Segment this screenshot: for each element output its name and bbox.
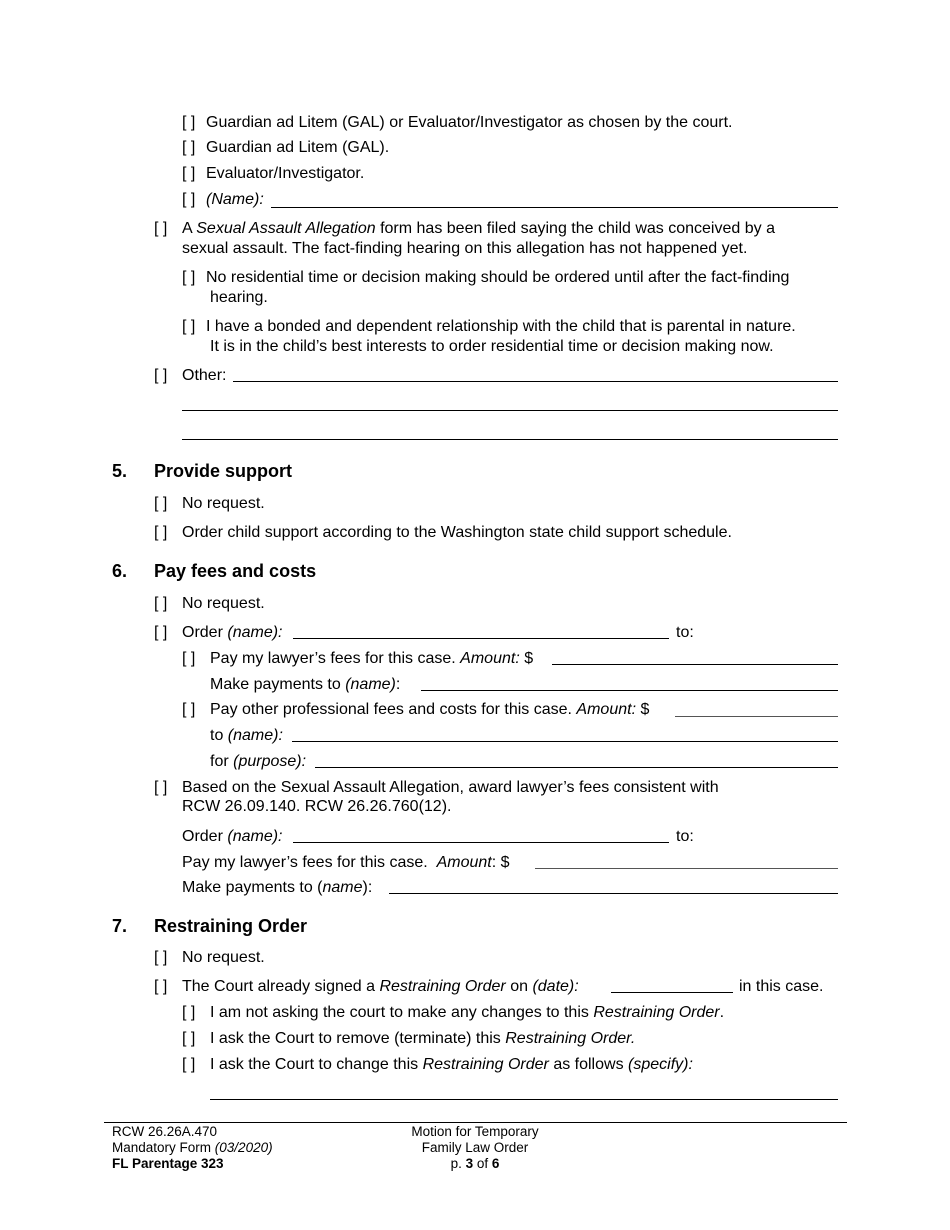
bonded-relationship-option: I have a bonded and dependent relationship with the child that is parental in nature. (206, 318, 796, 335)
footer-left (112, 1124, 273, 1172)
checkbox[interactable]: [ ] (182, 650, 196, 667)
to-name-label: to (name): (210, 727, 283, 744)
bonded-relationship-line2: It is in the child’s best interests to order residential time or decision making now. (210, 338, 774, 355)
checkbox[interactable]: [ ] (154, 624, 168, 641)
checkbox[interactable]: [ ] (182, 1030, 196, 1047)
name-input-line[interactable] (271, 207, 838, 208)
date-input-line[interactable] (611, 992, 733, 993)
footer-title-2: Family Law Order (421, 1140, 529, 1155)
checkbox[interactable]: [ ] (182, 1004, 196, 1021)
no-residential-line2: hearing. (210, 289, 268, 306)
order-name-input-line[interactable] (293, 842, 669, 843)
lawyer-fees-label: Pay my lawyer’s fees for this case. Amount: $ (182, 854, 510, 871)
checkbox[interactable]: [ ] (182, 701, 196, 718)
child-support-option: Order child support according to the Washington state child support schedule. (182, 524, 732, 541)
other-input-line[interactable] (182, 410, 838, 411)
terminate-option: I ask the Court to remove (terminate) this Restraining Order. (210, 1030, 636, 1047)
footer-rcw: RCW 26.26A.470 (112, 1124, 218, 1139)
amount-input-line[interactable] (552, 664, 838, 665)
checkbox[interactable]: [ ] (182, 139, 196, 156)
no-residential-option: No residential time or decision making should be ordered until after the fact-finding (206, 269, 790, 286)
section-title: Pay fees and costs (154, 561, 317, 581)
sa-award-option: Based on the Sexual Assault Allegation, award lawyer’s fees consistent with (182, 779, 719, 796)
checkbox[interactable]: [ ] (182, 1056, 196, 1073)
section-number: 7. (112, 916, 128, 936)
footer-page-number: p. 3 of 6 (450, 1156, 500, 1171)
section-title: Provide support (154, 461, 293, 481)
no-request-option: No request. (182, 949, 265, 966)
change-option: I ask the Court to change this Restraining Order as follows (specify): (210, 1056, 693, 1073)
checkbox[interactable]: [ ] (182, 114, 196, 131)
payee-name-input-line[interactable] (421, 690, 838, 691)
no-changes-option: I am not asking the court to make any changes to this Restraining Order. (210, 1004, 725, 1021)
other-fees-option: Pay other professional fees and costs for this case. Amount: $ (210, 701, 650, 718)
other-input-line[interactable] (233, 381, 838, 382)
sexual-assault-allegation-line2: sexual assault. The fact-finding hearing on this allegation has not happened yet. (182, 240, 748, 257)
specify-input-line[interactable] (210, 1099, 838, 1100)
checkbox[interactable]: [ ] (154, 367, 168, 384)
purpose-input-line[interactable] (315, 767, 838, 768)
other-label: Other: (182, 367, 227, 384)
footer-mandatory: Mandatory Form (03/2020) (112, 1140, 273, 1155)
other-input-line[interactable] (182, 439, 838, 440)
section-number: 6. (112, 561, 128, 581)
checkbox[interactable]: [ ] (182, 269, 196, 286)
make-payments-label: Make payments to (name): (210, 676, 401, 693)
checkbox[interactable]: [ ] (154, 779, 168, 796)
checkbox[interactable]: [ ] (154, 949, 168, 966)
footer-rule (104, 1122, 847, 1123)
to-label: to: (676, 624, 694, 641)
checkbox[interactable]: [ ] (154, 595, 168, 612)
make-payments-label: Make payments to (name): (182, 879, 373, 896)
no-request-option: No request. (182, 595, 265, 612)
checkbox[interactable]: [ ] (154, 524, 168, 541)
amount-input-line[interactable] (535, 868, 838, 869)
section-title: Restraining Order (154, 916, 308, 936)
order-name-label: Order (name): (182, 828, 283, 845)
section-number: 5. (112, 461, 128, 481)
option-gal: Guardian ad Litem (GAL). (206, 139, 390, 156)
to-label: to: (676, 828, 694, 845)
order-name-label: Order (name): (182, 624, 283, 641)
name-label: (Name): (206, 191, 264, 208)
checkbox[interactable]: [ ] (154, 495, 168, 512)
checkbox[interactable]: [ ] (154, 220, 168, 237)
checkbox[interactable]: [ ] (182, 165, 196, 182)
purpose-label: for (purpose): (210, 753, 307, 770)
checkbox[interactable]: [ ] (182, 191, 196, 208)
option-investigator: Evaluator/Investigator. (206, 165, 365, 182)
footer-form-id: FL Parentage 323 (112, 1156, 224, 1171)
footer-center (375, 1124, 575, 1172)
sexual-assault-allegation-option: A Sexual Assault Allegation form has been filed saying the child was conceived by a (182, 220, 775, 237)
no-request-option: No request. (182, 495, 265, 512)
lawyer-fees-option: Pay my lawyer’s fees for this case. Amount: $ (210, 650, 534, 667)
checkbox[interactable]: [ ] (154, 978, 168, 995)
restraining-order-signed-option: The Court already signed a Restraining Order on (date): (182, 978, 579, 995)
to-name-input-line[interactable] (292, 741, 838, 742)
order-name-input-line[interactable] (293, 638, 669, 639)
footer-title-1: Motion for Temporary (411, 1124, 539, 1139)
checkbox[interactable]: [ ] (182, 318, 196, 335)
in-this-case-label: in this case. (739, 978, 824, 995)
sa-award-line2: RCW 26.09.140. RCW 26.26.760(12). (182, 798, 452, 815)
option-gal-or-investigator: Guardian ad Litem (GAL) or Evaluator/Investigator as chosen by the court. (206, 114, 733, 131)
payee-name-input-line[interactable] (389, 893, 838, 894)
amount-input-line[interactable] (675, 716, 838, 717)
